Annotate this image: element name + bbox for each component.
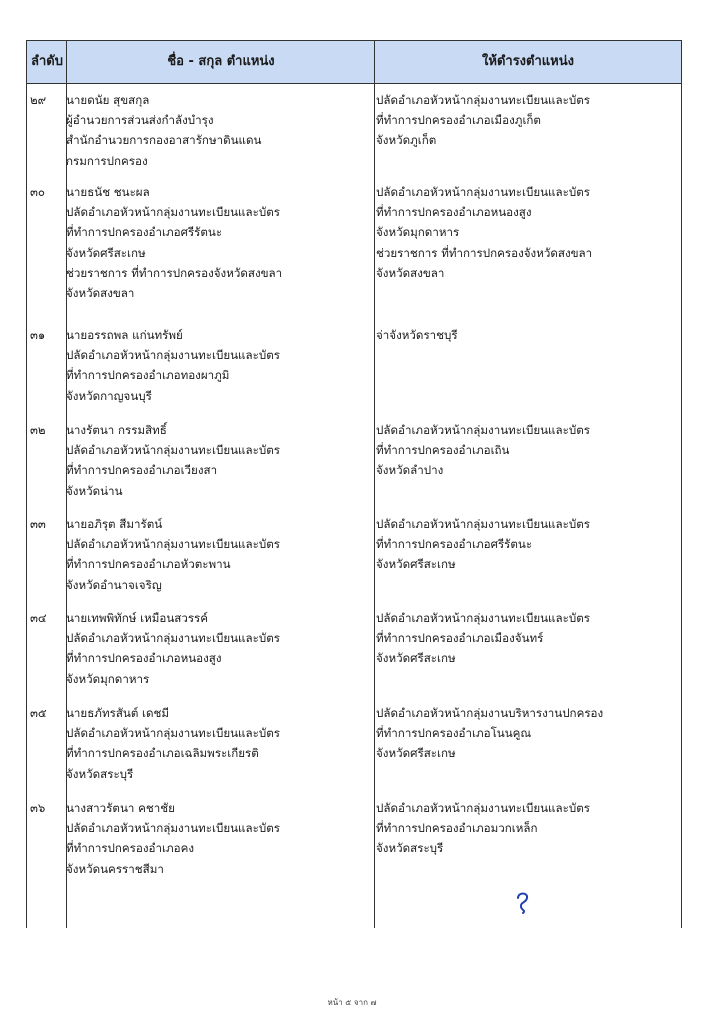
name-position-line: ผู้อำนวยการส่วนส่งกำลังบำรุง <box>66 113 214 128</box>
name-position-line: นางสาวรัตนา คชาชัย <box>66 801 175 815</box>
name-position-line: ปลัดอำเภอหัวหน้ากลุ่มงานทะเบียนและบัตร <box>66 205 280 220</box>
appointed-position-line: จังหวัดลำปาง <box>376 463 444 478</box>
appointed-position-line: จังหวัดมุกดาหาร <box>376 225 460 240</box>
name-position-cell <box>66 703 366 784</box>
row-number: ๓๓ <box>30 517 46 531</box>
appointed-position-line: ปลัดอำเภอหัวหน้ากลุ่มงานทะเบียนและบัตร <box>376 801 590 815</box>
appointed-position-cell <box>376 325 676 345</box>
name-position-line: ปลัดอำเภอหัวหน้ากลุ่มงานทะเบียนและบัตร <box>66 821 280 836</box>
name-position-cell <box>66 514 366 595</box>
name-position-cell <box>66 420 366 501</box>
appointed-position-line: ที่ทำการปกครองอำเภอเถิน <box>376 443 510 458</box>
appointed-position-line: จังหวัดศรีสะเกษ <box>376 557 456 572</box>
name-position-line: จังหวัดมุกดาหาร <box>66 671 150 686</box>
name-position-line: จังหวัดน่าน <box>66 483 123 498</box>
name-position-line: ปลัดอำเภอหัวหน้ากลุ่มงานทะเบียนและบัตร <box>66 443 280 458</box>
appointed-position-cell <box>376 798 676 859</box>
name-position-cell <box>66 325 366 406</box>
name-position-line: ปลัดอำเภอหัวหน้ากลุ่มงานทะเบียนและบัตร <box>66 726 280 741</box>
name-position-line: จังหวัดกาญจนบุรี <box>66 388 152 403</box>
name-position-line: กรมการปกครอง <box>66 153 148 168</box>
row-number: ๓๕ <box>30 706 47 720</box>
name-position-line: ที่ทำการปกครองอำเภอหัวตะพาน <box>66 557 231 572</box>
handwritten-initial-icon <box>510 888 534 916</box>
name-position-line: ปลัดอำเภอหัวหน้ากลุ่มงานทะเบียนและบัตร <box>66 631 280 646</box>
appointed-position-line: จังหวัดสระบุรี <box>376 841 444 856</box>
row-number: ๓๐ <box>30 185 46 199</box>
name-position-line: นายอภิรุต สีมารัตน์ <box>66 517 163 531</box>
appointed-position-line: จังหวัดศรีสะเกษ <box>376 651 456 666</box>
header-order: ลำดับ <box>31 54 63 69</box>
name-position-line: ที่ทำการปกครองอำเภอคง <box>66 841 194 856</box>
appointed-position-line: ปลัดอำเภอหัวหน้ากลุ่มงานทะเบียนและบัตร <box>376 517 590 531</box>
appointed-position-cell <box>376 90 676 151</box>
row-number: ๓๖ <box>30 801 46 815</box>
appointed-position-line: ที่ทำการปกครองอำเภอเมืองจันทร์ <box>376 631 544 646</box>
appointed-position-line: ที่ทำการปกครองอำเภอศรีรัตนะ <box>376 537 533 552</box>
row-number: ๓๔ <box>30 611 47 625</box>
header-name-position: ชื่อ - สกุล ตำแหน่ง <box>167 54 275 69</box>
appointed-position-cell <box>376 608 676 669</box>
column-divider-right <box>681 40 682 928</box>
name-position-line: จังหวัดนครราชสีมา <box>66 861 164 876</box>
name-position-line: นางรัตนา กรรมสิทธิ์ <box>66 423 167 437</box>
name-position-line: ที่ทำการปกครองอำเภอเฉลิมพระเกียรติ <box>66 746 259 761</box>
name-position-line: นายดนัย สุขสกุล <box>66 93 150 107</box>
appointed-position-line: ปลัดอำเภอหัวหน้ากลุ่มงานทะเบียนและบัตร <box>376 185 590 199</box>
name-position-line: สำนักอำนวยการกองอาสารักษาดินแดน <box>66 133 262 148</box>
appointed-position-line: จ่าจังหวัดราชบุรี <box>376 328 458 342</box>
name-position-line: ที่ทำการปกครองอำเภอทองผาภูมิ <box>66 368 230 383</box>
name-position-line: ที่ทำการปกครองอำเภอหนองสูง <box>66 651 222 666</box>
appointed-position-line: ที่ทำการปกครองอำเภอโนนคูณ <box>376 726 532 741</box>
appointed-position-line: ปลัดอำเภอหัวหน้ากลุ่มงานทะเบียนและบัตร <box>376 611 590 625</box>
name-position-cell <box>66 798 366 879</box>
row-number: ๓๒ <box>30 423 46 437</box>
name-position-line: ช่วยราชการ ที่ทำการปกครองจังหวัดสงขลา <box>66 265 283 280</box>
appointed-position-line: ปลัดอำเภอหัวหน้ากลุ่มงานทะเบียนและบัตร <box>376 93 590 107</box>
name-position-line: จังหวัดสงขลา <box>66 286 135 301</box>
table-header <box>26 40 682 84</box>
name-position-line: นายธภัทรสันต์ เดชมี <box>66 706 170 720</box>
appointed-position-line: จังหวัดภูเก็ต <box>376 133 437 148</box>
appointed-position-line: ช่วยราชการ ที่ทำการปกครองจังหวัดสงขลา <box>376 245 593 260</box>
header-appointed-position: ให้ดำรงตำแหน่ง <box>482 54 574 69</box>
appointed-position-cell <box>376 703 676 764</box>
appointed-position-line: ปลัดอำเภอหัวหน้ากลุ่มงานทะเบียนและบัตร <box>376 423 590 437</box>
name-position-line: นายอรรถพล แก่นทรัพย์ <box>66 328 183 342</box>
column-divider-2 <box>374 40 375 928</box>
name-position-cell <box>66 90 366 171</box>
page-number-footer: หน้า ๕ จาก ๗ <box>327 998 377 1007</box>
appointed-position-line: ที่ทำการปกครองอำเภอมวกเหล็ก <box>376 821 538 836</box>
name-position-line: จังหวัดอำนาจเจริญ <box>66 577 162 592</box>
name-position-line: นายเทพพิทักษ์ เหมือนสวรรค์ <box>66 611 209 625</box>
name-position-line: จังหวัดศรีสะเกษ <box>66 245 146 260</box>
name-position-line: ปลัดอำเภอหัวหน้ากลุ่มงานทะเบียนและบัตร <box>66 348 280 363</box>
column-divider-left <box>26 40 27 928</box>
name-position-cell <box>66 182 366 303</box>
appointed-position-line: ปลัดอำเภอหัวหน้ากลุ่มงานบริหารงานปกครอง <box>376 706 604 720</box>
appointed-position-line: จังหวัดศรีสะเกษ <box>376 746 456 761</box>
appointed-position-cell <box>376 182 676 283</box>
name-position-line: ที่ทำการปกครองอำเภอศรีรัตนะ <box>66 225 223 240</box>
name-position-line: จังหวัดสระบุรี <box>66 766 134 781</box>
appointed-position-line: จังหวัดสงขลา <box>376 265 445 280</box>
name-position-line: นายธนัช ชนะผล <box>66 185 150 199</box>
name-position-line: ปลัดอำเภอหัวหน้ากลุ่มงานทะเบียนและบัตร <box>66 537 280 552</box>
name-position-cell <box>66 608 366 689</box>
appointed-position-cell <box>376 420 676 481</box>
appointment-table <box>26 40 682 928</box>
row-number: ๒๙ <box>30 93 47 107</box>
appointed-position-cell <box>376 514 676 575</box>
row-number: ๓๑ <box>30 328 46 342</box>
appointed-position-line: ที่ทำการปกครองอำเภอหนองสูง <box>376 205 532 220</box>
name-position-line: ที่ทำการปกครองอำเภอเวียงสา <box>66 463 218 478</box>
appointed-position-line: ที่ทำการปกครองอำเภอเมืองภูเก็ต <box>376 113 541 128</box>
